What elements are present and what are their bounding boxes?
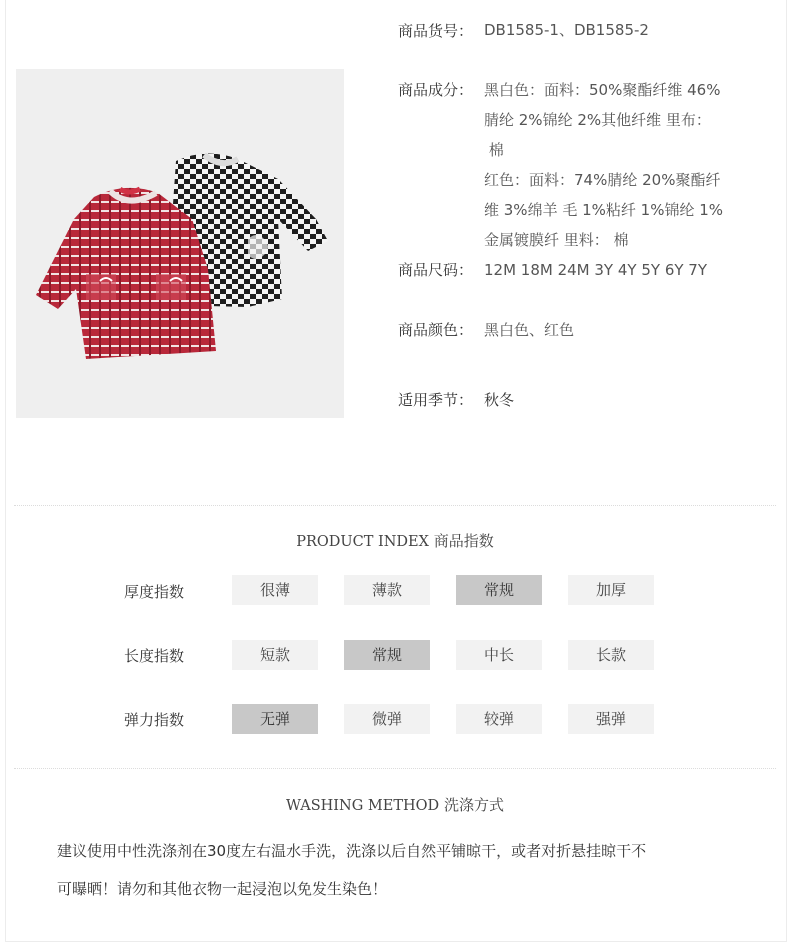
spec-label: 商品货号： [398,22,474,40]
spec-value [484,75,744,255]
index-option[interactable]: 强弹 [568,704,654,734]
spec-value: 黑白色、红色 [484,321,575,339]
washing-instructions [57,832,747,908]
index-label: 长度指数 [124,647,185,665]
composition-line: 腈纶 2%锦纶 2%其他纤维 里布： [484,111,711,129]
index-label: 厚度指数 [124,583,185,601]
spec-label: 商品成分： [398,81,474,99]
index-option[interactable]: 中长 [456,640,542,670]
index-label: 弹力指数 [124,711,185,729]
product-index-title [0,530,790,551]
index-option[interactable]: 长款 [568,640,654,670]
spec-sku [398,20,744,41]
section-divider [14,768,776,769]
washing-line: 建议使用中性洗涤剂在30度左右温水手洗，洗涤以后自然平铺晾干，或者对折悬挂晾干不 [57,842,647,860]
index-option[interactable]: 很薄 [232,575,318,605]
index-option-selected[interactable]: 无弹 [232,704,318,734]
index-option-selected[interactable]: 常规 [344,640,430,670]
index-option[interactable]: 薄款 [344,575,430,605]
spec-label: 商品颜色： [398,321,474,339]
washing-title-cn: 洗涤方式 [443,796,504,814]
spec-label: 商品尺码： [398,261,474,279]
spec-composition [398,75,744,255]
index-option[interactable]: 微弹 [344,704,430,734]
product-index-title-en: PRODUCT INDEX [296,534,429,550]
washing-title [0,794,790,815]
composition-line: 棉 [484,141,504,159]
composition-line: 金属镀膜纤 里料： 棉 [484,231,629,249]
spec-label: 适用季节： [398,391,474,409]
section-divider [14,505,776,506]
spec-value: 12M 18M 24M 3Y 4Y 5Y 6Y 7Y [484,261,707,279]
spec-size [398,255,744,285]
index-option-selected[interactable]: 常规 [456,575,542,605]
index-option[interactable]: 加厚 [568,575,654,605]
spec-value: 秋冬 [484,391,515,409]
dress-illustration [16,69,344,418]
index-option[interactable]: 较弹 [456,704,542,734]
washing-line: 可曝晒！请勿和其他衣物一起浸泡以免发生染色！ [57,880,388,898]
product-photo [16,69,344,418]
spec-season [398,385,744,415]
spec-color [398,315,744,345]
composition-line: 维 3%绵羊 毛 1%粘纤 1%锦纶 1% [484,201,724,219]
composition-line: 黑白色：面料：50%聚酯纤维 46% [484,81,721,99]
composition-line: 红色：面料：74%腈纶 20%聚酯纤 [484,171,721,189]
washing-title-en: WASHING METHOD [286,798,440,814]
product-index-title-cn: 商品指数 [433,532,494,550]
index-option[interactable]: 短款 [232,640,318,670]
spec-value: DB1585-1、DB1585-2 [484,21,649,39]
